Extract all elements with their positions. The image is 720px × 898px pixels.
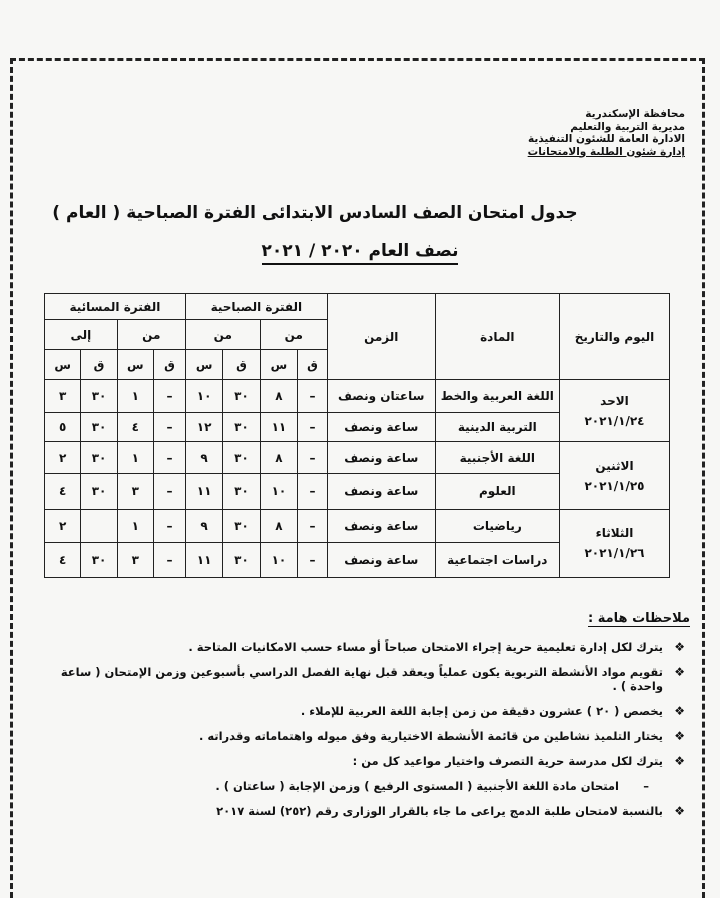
time-cell: – <box>153 413 185 442</box>
note-text: يخصص ( ٢٠ ) عشرون دقيقة من زمن إجابة اللغة العربية للإملاء . <box>300 704 663 718</box>
bullet-icon: ❖ <box>674 804 685 818</box>
header-minute: ق <box>298 350 328 380</box>
subject-cell: التربية الدينية <box>435 413 559 442</box>
time-cell: ٨ <box>260 442 297 473</box>
time-cell: ١١ <box>185 542 222 577</box>
day-date-cell <box>559 442 669 509</box>
time-cell: ٨ <box>260 509 297 542</box>
time-cell: ٩ <box>185 442 222 473</box>
note-text: بالنسبة لامتحان طلبة الدمج يراعى ما جاء بالقرار الوزارى رقم (٢٥٢) لسنة ٢٠١٧ <box>216 804 663 818</box>
table-row <box>45 380 670 413</box>
duration-cell: ساعتان ونصف <box>327 380 435 413</box>
time-cell: ٣ <box>45 380 81 413</box>
sub-list-item <box>45 779 649 793</box>
time-cell: ٢ <box>45 509 81 542</box>
day-name: الاثنين <box>595 458 634 473</box>
list-item <box>45 804 685 818</box>
header-morning-period: الفترة الصباحية <box>185 294 327 320</box>
time-cell: ٣ <box>117 473 153 509</box>
header-hour: س <box>117 350 153 380</box>
bullet-icon: ❖ <box>674 729 685 743</box>
header-from: من <box>260 320 327 350</box>
day-name: الثلاثاء <box>595 526 634 541</box>
note-text: يختار التلميذ نشاطين من قائمة الأنشطة الاختيارية وفق ميوله واهتماماته وقدراته . <box>198 729 663 743</box>
list-item <box>45 640 685 654</box>
time-cell: – <box>153 380 185 413</box>
header-line: محافظة الإسكندرية <box>585 108 685 120</box>
time-cell: – <box>153 442 185 473</box>
note-text: يترك لكل مدرسة حرية التصرف واختيار مواعيد كل من : <box>352 754 663 768</box>
duration-cell: ساعة ونصف <box>327 442 435 473</box>
duration-cell: ساعة ونصف <box>327 509 435 542</box>
day-date-cell <box>559 509 669 577</box>
subject-cell: العلوم <box>435 473 559 509</box>
time-cell: ٣٠ <box>81 473 117 509</box>
list-item <box>45 754 685 768</box>
time-cell: – <box>153 509 185 542</box>
bullet-icon: ❖ <box>674 640 685 654</box>
time-cell: ٣٠ <box>223 542 260 577</box>
time-cell: ٥ <box>45 413 81 442</box>
header-minute: ق <box>153 350 185 380</box>
day-date: ٢٠٢١/١/٢٤ <box>584 413 645 428</box>
table-row <box>45 509 670 542</box>
dash-marker: – <box>643 779 649 793</box>
subject-cell: اللغة الأجنبية <box>435 442 559 473</box>
document-title: جدول امتحان الصف السادس الابتدائى الفترة الصباحية ( العام ) <box>52 203 578 223</box>
header-evening-period: الفترة المسائية <box>45 294 186 320</box>
subject-cell: رياضيات <box>435 509 559 542</box>
list-item <box>45 729 685 743</box>
list-item <box>45 704 685 718</box>
time-cell: ١ <box>117 509 153 542</box>
time-cell: – <box>298 380 328 413</box>
note-text: يترك لكل إدارة تعليمية حرية إجراء الامتحان صباحاً أو مساء حسب الامكانيات المتاحة . <box>188 640 663 654</box>
header-line: إدارة شئون الطلبة والامتحانات <box>527 145 685 158</box>
list-item <box>45 665 685 693</box>
time-cell: – <box>298 442 328 473</box>
header-line: الادارة العامة للشئون التنفيذية <box>528 133 685 145</box>
time-cell: ١١ <box>185 473 222 509</box>
time-cell: ٤ <box>117 413 153 442</box>
notes-list <box>45 640 685 829</box>
day-date: ٢٠٢١/١/٢٦ <box>584 546 645 561</box>
header-hour: س <box>185 350 222 380</box>
time-cell: ١ <box>117 442 153 473</box>
day-date: ٢٠٢١/١/٢٥ <box>584 478 645 493</box>
duration-cell: ساعة ونصف <box>327 413 435 442</box>
time-cell: – <box>298 473 328 509</box>
bullet-icon: ❖ <box>674 754 685 768</box>
day-date-cell <box>559 380 669 442</box>
time-cell <box>81 509 117 542</box>
time-cell: – <box>298 509 328 542</box>
sub-note-text: امتحان مادة اللغة الأجنبية ( المستوى الرفيع ) وزمن الإجابة ( ساعتان ) . <box>215 779 619 793</box>
time-cell: – <box>153 473 185 509</box>
exam-schedule-table <box>44 293 670 578</box>
time-cell: ٩ <box>185 509 222 542</box>
header-minute: ق <box>81 350 117 380</box>
time-cell: ٣٠ <box>81 380 117 413</box>
header-from: من <box>117 320 185 350</box>
header-subject: المادة <box>435 294 559 380</box>
time-cell: ٣٠ <box>223 442 260 473</box>
header-duration: الزمن <box>327 294 435 380</box>
bullet-icon: ❖ <box>674 665 685 679</box>
time-cell: ٣٠ <box>223 473 260 509</box>
header-line: مديرية التربية والتعليم <box>570 120 685 133</box>
time-cell: ٣٠ <box>81 542 117 577</box>
header-minute: ق <box>223 350 260 380</box>
note-text: تقويم مواد الأنشطة التربوية يكون عملياً ويعقد قبل نهاية الفصل الدراسي بأسبوعين وزمن الإمتحان ( ساعة واحدة ) . <box>60 665 663 693</box>
notes-title: ملاحظات هامة : <box>588 611 690 626</box>
time-cell: ٢ <box>45 442 81 473</box>
time-cell: – <box>298 542 328 577</box>
document-subtitle <box>0 241 720 261</box>
time-cell: ٣٠ <box>81 442 117 473</box>
time-cell: ٤ <box>45 473 81 509</box>
subject-cell: اللغة العربية والخط <box>435 380 559 413</box>
table-row <box>45 442 670 473</box>
header-from: من <box>185 320 260 350</box>
subject-cell: دراسات اجتماعية <box>435 542 559 577</box>
header-day-date: اليوم والتاريخ <box>559 294 669 380</box>
time-cell: ٣٠ <box>223 509 260 542</box>
time-cell: ١١ <box>260 413 297 442</box>
time-cell: ٣٠ <box>81 413 117 442</box>
bullet-icon: ❖ <box>674 704 685 718</box>
time-cell: ٤ <box>45 542 81 577</box>
time-cell: ٨ <box>260 380 297 413</box>
subtitle-text: نصف العام ٢٠٢٠ / ٢٠٢١ <box>262 241 459 265</box>
time-cell: ٣٠ <box>223 380 260 413</box>
header-hour: س <box>260 350 297 380</box>
duration-cell: ساعة ونصف <box>327 473 435 509</box>
header-hour: س <box>45 350 81 380</box>
day-name: الاحد <box>600 393 629 408</box>
duration-cell: ساعة ونصف <box>327 542 435 577</box>
time-cell: ٣٠ <box>223 413 260 442</box>
time-cell: ١٠ <box>260 542 297 577</box>
time-cell: ١ <box>117 380 153 413</box>
time-cell: ١٢ <box>185 413 222 442</box>
time-cell: – <box>153 542 185 577</box>
time-cell: ١٠ <box>185 380 222 413</box>
issuing-authority-header <box>528 108 685 158</box>
header-to: إلى <box>45 320 118 350</box>
time-cell: ١٠ <box>260 473 297 509</box>
time-cell: – <box>298 413 328 442</box>
time-cell: ٣ <box>117 542 153 577</box>
